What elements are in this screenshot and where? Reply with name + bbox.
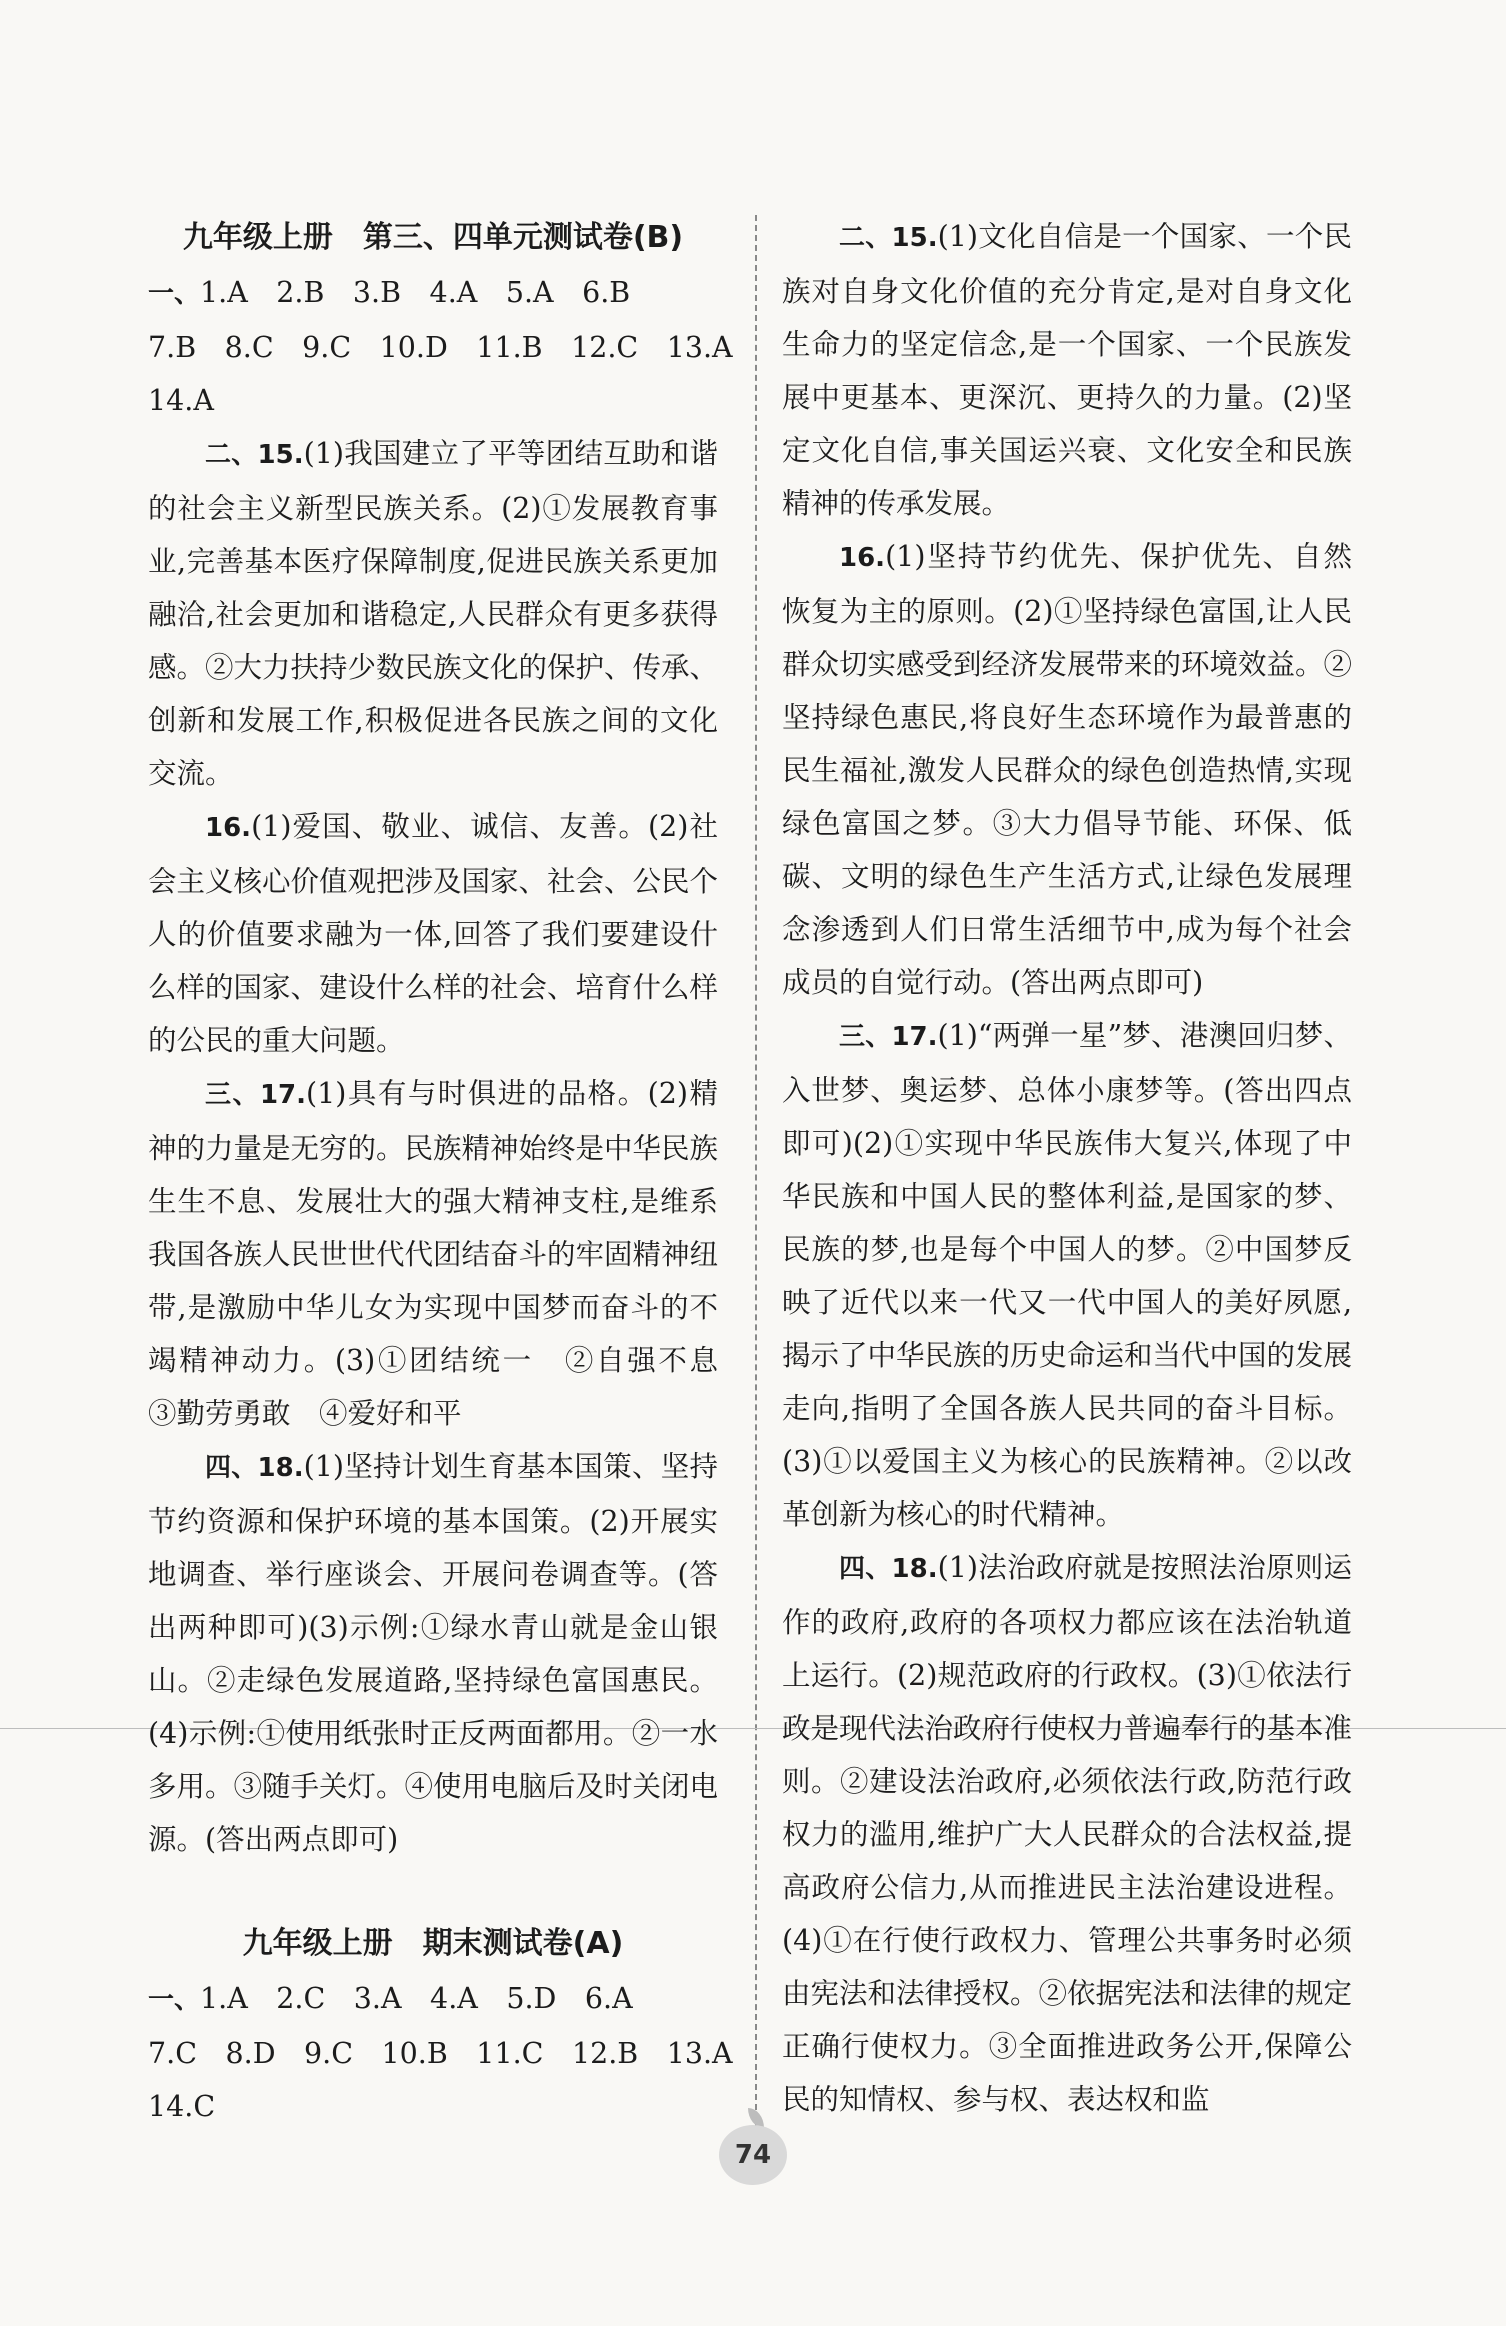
answer-q18: 四、18.(1)坚持计划生育基本国策、坚持节约资源和保护环境的基本国策。(2)开展实地调查、举行座谈会、开展问卷调查等。(答出两种即可)(3)示例:①绿水青山就是金山银山。②走绿色发展道路,坚持绿色富国惠民。(4)示例:①使用纸张时正反两面都用。②一水多用。③随手关灯。④使用电脑后及时关闭电源。(答出两点即可): [148, 1450, 719, 1856]
answer-q16: 16.(1)爱国、敬业、诚信、友善。(2)社会主义核心价值观把涉及国家、社会、公民个人的价值要求融为一体,回答了我们要建设什么样的国家、建设什么样的社会、培育什么样的公民的重大问题。: [148, 810, 719, 1057]
final-mc-answers-line-3: 14.C: [148, 2090, 216, 2123]
answer-q15-culture: 二、15.(1)文化自信是一个国家、一个民族对自身文化价值的充分肯定,是对自身文化生命力的坚定信念,是一个国家、一个民族发展中更基本、更深沉、更持久的力量。(2)坚定文化自信,事关国运兴衰、文化安全和民族精神的传承发展。: [782, 220, 1353, 520]
answer-q17: 三、17.(1)具有与时俱进的品格。(2)精神的力量是无穷的。民族精神始终是中华民族生生不息、发展壮大的强大精神支柱,是维系我国各族人民世世代代团结奋斗的牢固精神纽带,是激励中华儿女为实现中国梦而奋斗的不竭精神动力。(3)①团结统一 ②自强不息 ③勤劳勇敢 ④爱好和平: [148, 1077, 747, 1430]
final-mc-answers-line-2: 7.C 8.D 9.C 10.B 11.C 12.B 13.A: [148, 2037, 733, 2070]
mc-answers-line-2: 7.B 8.C 9.C 10.D 11.B 12.C 13.A: [148, 331, 733, 364]
section-title-final-exam: 九年级上册 期末测试卷(A): [242, 1926, 624, 1961]
page-number: 74: [719, 2125, 787, 2185]
answer-q17-dream: 三、17.(1)“两弹一星”梦、港澳回归梦、入世梦、奥运梦、总体小康梦等。(答出四点即可)(2)①实现中华民族伟大复兴,体现了中华民族和中国人民的整体利益,是国家的梦、民族的梦,也是每个中国人的梦。②中国梦反映了近代以来一代又一代中国人的美好夙愿,揭示了中华民族的历史命运和当代中国的发展走向,指明了全国各族人民共同的奋斗目标。(3)①以爱国主义为核心的民族精神。②以改革创新为核心的时代精神。: [782, 1019, 1353, 1531]
left-column: [148, 210, 747, 2133]
final-mc-answers-line-1: 一、1.A 2.C 3.A 4.A 5.D 6.A: [148, 1982, 633, 2015]
column-divider: [755, 215, 757, 2130]
mc-answers-line-1: 一、1.A 2.B 3.B 4.A 5.A 6.B: [148, 276, 631, 309]
answer-q18-law: 四、18.(1)法治政府就是按照法治原则运作的政府,政府的各项权力都应该在法治轨道上运行。(2)规范政府的行政权。(3)①依法行政是现代法治政府行使权力普遍奉行的基本准则。②建设法治政府,必须依法行政,防范行政权力的滥用,维护广大人民群众的合法权益,提高政府公信力,从而推进民主法治建设进程。(4)①在行使行政权力、管理公共事务时必须由宪法和法律授权。②依据宪法和法律的规定正确行使权力。③全面推进政务公开,保障公民的知情权、参与权、表达权和监: [782, 1551, 1353, 2116]
mc-answers-line-3: 14.A: [148, 384, 214, 417]
section-title-unit-test: 九年级上册 第三、四单元测试卷(B): [182, 220, 684, 255]
right-column: [782, 210, 1352, 2126]
answer-q16-green: 16.(1)坚持节约优先、保护优先、自然恢复为主的原则。(2)①坚持绿色富国,让人民群众切实感受到经济发展带来的环境效益。②坚持绿色惠民,将良好生态环境作为最普惠的民生福祉,激发人民群众的绿色创造热情,实现绿色富国之梦。③大力倡导节能、环保、低碳、文明的绿色生产生活方式,让绿色发展理念渗透到人们日常生活细节中,成为每个社会成员的自觉行动。(答出两点即可): [782, 540, 1353, 999]
answer-q15: 二、15.(1)我国建立了平等团结互助和谐的社会主义新型民族关系。(2)①发展教育事业,完善基本医疗保障制度,促进民族关系更加融洽,社会更加和谐稳定,人民群众有更多获得感。②大力扶持少数民族文化的保护、传承、创新和发展工作,积极促进各民族之间的文化交流。: [148, 437, 719, 790]
